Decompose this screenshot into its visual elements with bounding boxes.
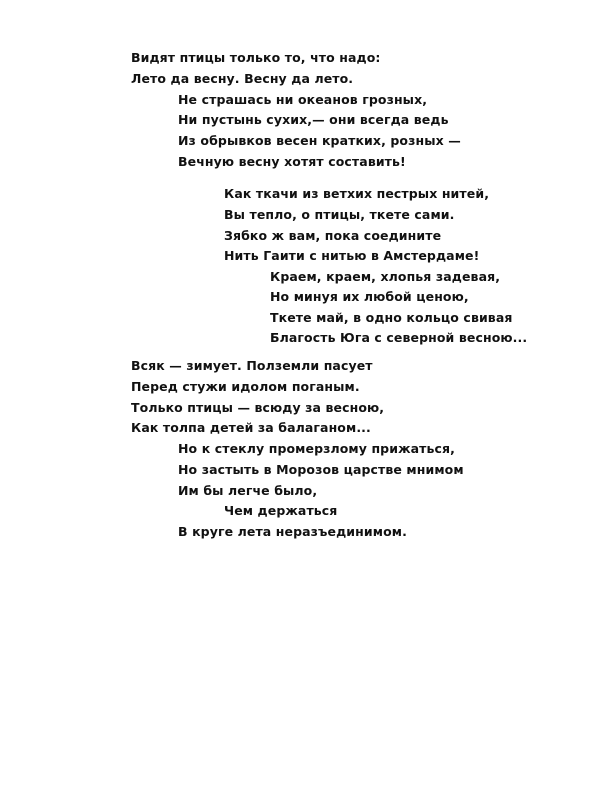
poem-line: Всяк — зимует. Полземли пасует <box>131 358 373 373</box>
poem-line: Им бы легче было, <box>178 483 318 498</box>
poem-line: Ткете май, в одно кольцо свивая <box>270 310 513 325</box>
poem-line: Только птицы — всюду за весною, <box>131 400 385 415</box>
poem-line: Не страшась ни океанов грозных, <box>178 92 428 107</box>
poem-line: Ни пустынь сухих,— они всегда ведь <box>178 112 449 127</box>
poem-line: Но к стеклу промерзлому прижаться, <box>178 441 455 456</box>
poem-line: Перед стужи идолом поганым. <box>131 379 360 394</box>
poem-line: Видят птицы только то, что надо: <box>131 50 381 65</box>
poem-line: Краем, краем, хлопья задевая, <box>270 269 501 284</box>
poem-line: Благость Юга с северной весною... <box>270 330 528 345</box>
poem-line: Нить Гаити с нитью в Амстердаме! <box>224 248 480 263</box>
poem-line: Но застыть в Морозов царстве мнимом <box>178 462 464 477</box>
poem-line: Вечную весну хотят составить! <box>178 154 406 169</box>
poem-line: Зябко ж вам, пока соедините <box>224 228 442 243</box>
poem-line: Как ткачи из ветхих пестрых нитей, <box>224 186 490 201</box>
poem-line: Чем держаться <box>224 503 338 518</box>
poem-line: Но минуя их любой ценою, <box>270 289 469 304</box>
poem-line: Лето да весну. Весну да лето. <box>131 71 354 86</box>
poem-line: Как толпа детей за балаганом... <box>131 420 371 435</box>
poem-line: В круге лета неразъединимом. <box>178 524 407 539</box>
poem-line: Вы тепло, о птицы, ткете сами. <box>224 207 455 222</box>
poem-line: Из обрывков весен кратких, розных — <box>178 133 461 148</box>
